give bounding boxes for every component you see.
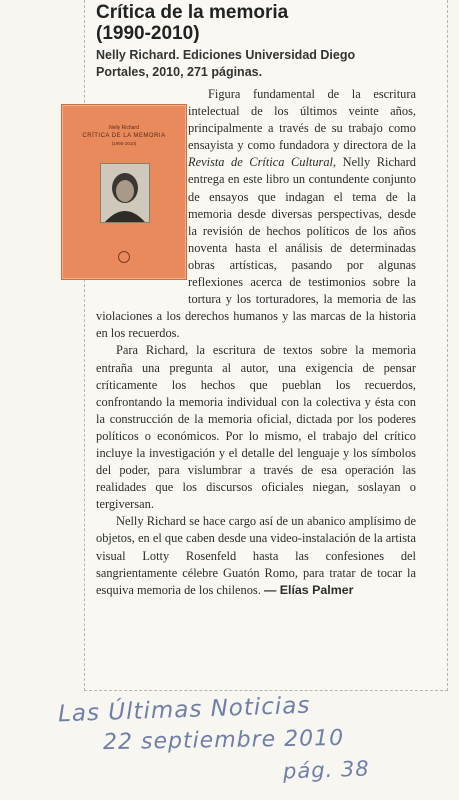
cover-subtitle: (1990-2010) (111, 141, 137, 146)
cover-title: CRÍTICA DE LA MEMORIA (82, 133, 166, 139)
title-line-2: (1990-2010) (96, 23, 200, 44)
title-line-1: Crítica de la memoria (96, 2, 289, 23)
handwritten-page: pág. 38 (282, 756, 371, 784)
bib-line-1: Nelly Richard. Ediciones Universidad Diego (96, 48, 356, 62)
journal-name: Revista de Crítica Cultural (188, 155, 333, 170)
book-bibliography (96, 47, 426, 81)
cover-author: Nelly Richard (109, 125, 139, 131)
author-signature: — Elías Palmer (263, 582, 354, 597)
paragraph-1: Figura fundamental de la escritura intelectual de los últimos veinte años, principalmente a través de su trabajo como ensayista y como fundadora y directora de la Revista de Crítica Cultural, Nelly Richard entrega en este libro un contundente conjunto de ensayos que indagan el tema de la memoria desde diversas perspectivas, desde la revisión de hechos políticos de los años noventa hasta el análisis de determinadas obras artísticas, pasando por algunas reflexiones acerca de testimonios sobre la tortura y los torturadores, la memoria de las violaciones a los derechos humanos y las marcas de la historia en los recuerdos. (96, 87, 416, 341)
bib-line-2: Portales, 2010, 271 páginas. (96, 65, 263, 79)
paragraph-3: Nelly Richard se hace cargo así de un abanico amplísimo de objetos, en el que caben desde una video-instalación de la artista visual Lotty Rosenfeld hasta las confesiones del sangrientamente célebre Guatón Romo, para tratar de tocar la esquiva memoria de los chilenos. — Elías Palmer (96, 514, 416, 597)
handwritten-date: 22 septiembre 2010 (102, 725, 345, 756)
article-body (96, 86, 416, 599)
article-title (96, 2, 426, 44)
paragraph-2: Para Richard, la escritura de textos sobre la memoria entraña una pregunta al autor, una exigencia de pensar críticamente los hechos que pueblan los recuerdos, confrontando la memoria individual con la colectiva y ésta con la construcción de la memoria oficial, dictada por los poderes políticos o económicos. Por lo mismo, el trabajo del crítico incluye la investigación y el detalle del lenguaje y los símbolos del poder, para vislumbrar a través de esa operación las realidades que los discursos oficiales niegan, soslayan o tergiversan. (96, 343, 416, 512)
handwritten-newspaper-name: Las Últimas Noticias (57, 692, 311, 728)
